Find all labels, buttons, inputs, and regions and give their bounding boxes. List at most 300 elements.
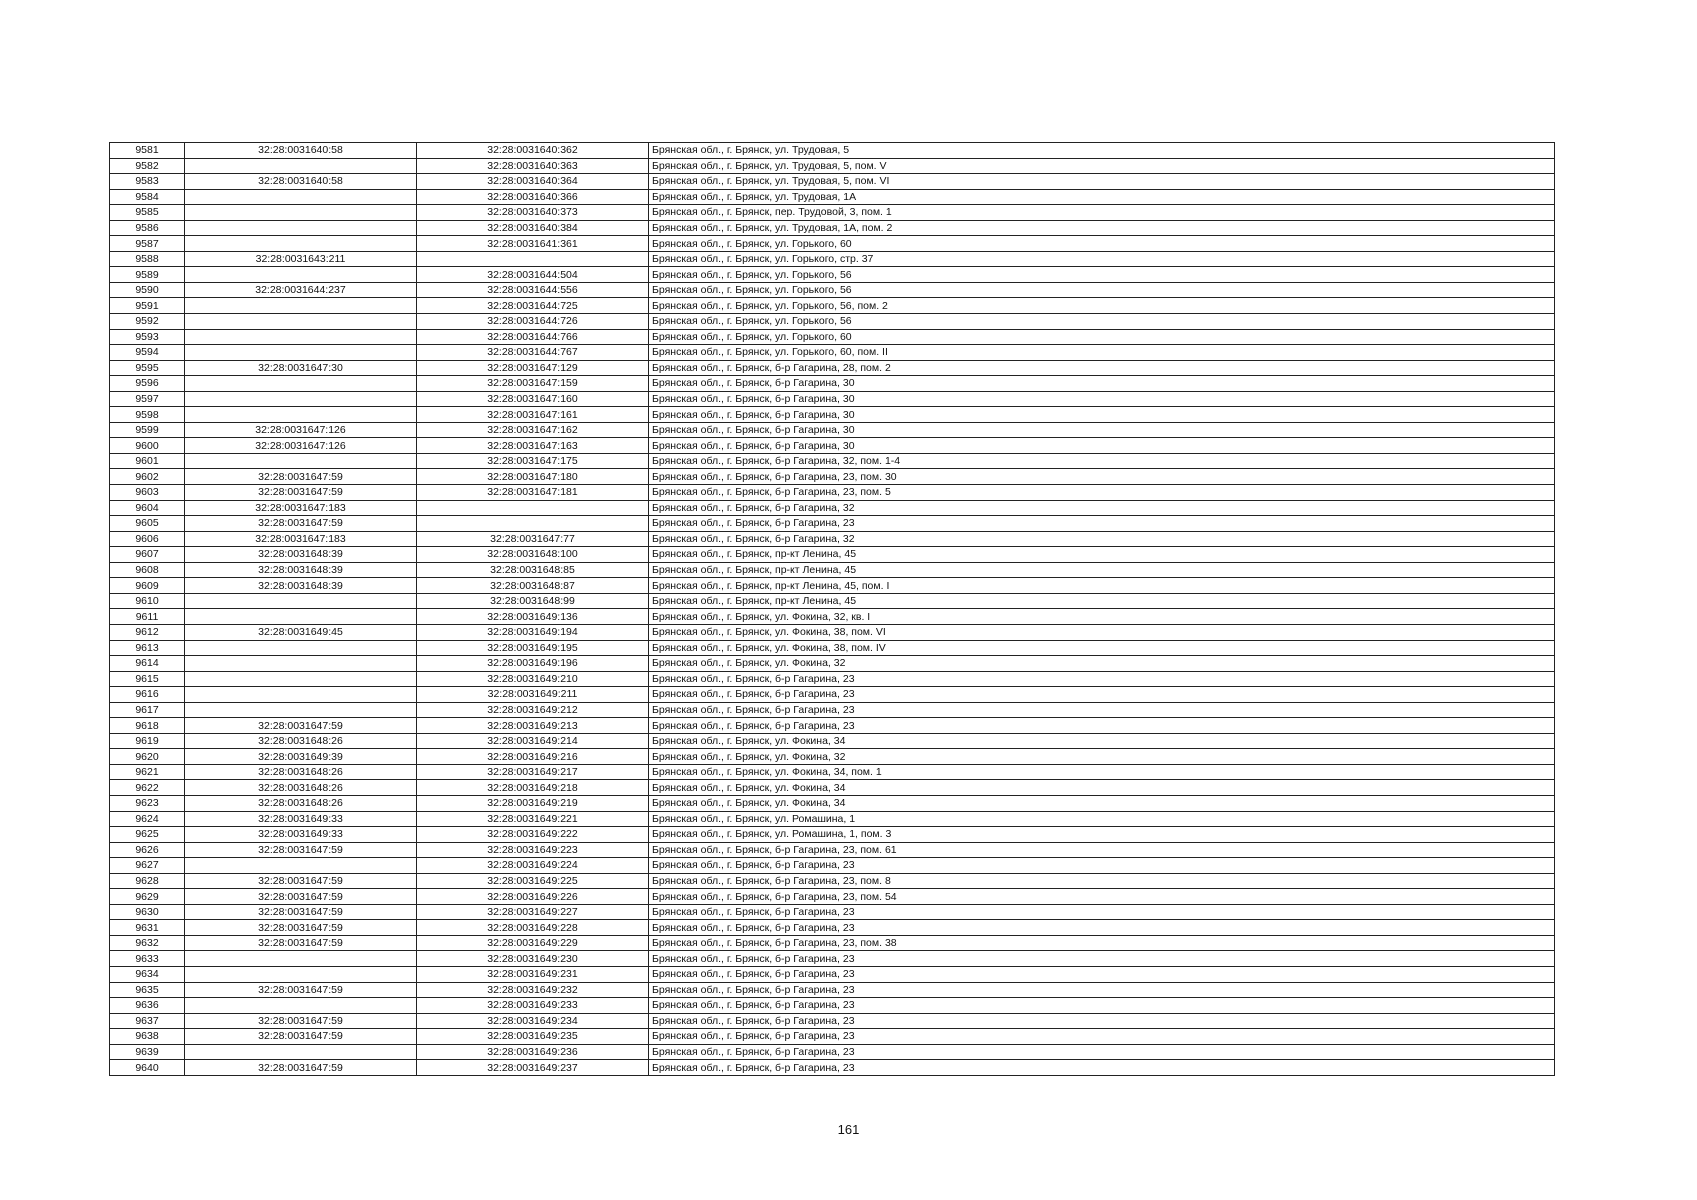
- table-row: [110, 282, 1555, 298]
- address-cell: Брянская обл., г. Брянск, ул. Горького, 60: [649, 236, 1555, 252]
- row-number-cell: 9636: [110, 998, 185, 1014]
- row-number-cell: 9584: [110, 189, 185, 205]
- cadastral-number-cell: 32:28:0031640:384: [417, 220, 649, 236]
- cadastral-number-cell: 32:28:0031649:233: [417, 998, 649, 1014]
- row-number-cell: 9599: [110, 422, 185, 438]
- row-number-cell: 9607: [110, 547, 185, 563]
- parent-cadastral-number-cell: 32:28:0031649:39: [185, 749, 417, 765]
- row-number-cell: 9617: [110, 702, 185, 718]
- table-row: [110, 951, 1555, 967]
- row-number-cell: 9600: [110, 438, 185, 454]
- registry-table: [109, 142, 1555, 1076]
- cadastral-number-cell: 32:28:0031647:181: [417, 485, 649, 501]
- parent-cadastral-number-cell: 32:28:0031647:59: [185, 842, 417, 858]
- table-row: [110, 687, 1555, 703]
- cadastral-number-cell: [417, 500, 649, 516]
- cadastral-number-cell: 32:28:0031647:180: [417, 469, 649, 485]
- address-cell: Брянская обл., г. Брянск, ул. Горького, 60: [649, 329, 1555, 345]
- row-number-cell: 9612: [110, 624, 185, 640]
- address-cell: Брянская обл., г. Брянск, ул. Фокина, 34, пом. 1: [649, 764, 1555, 780]
- row-number-cell: 9632: [110, 935, 185, 951]
- address-cell: Брянская обл., г. Брянск, б-р Гагарина, 23, пом. 30: [649, 469, 1555, 485]
- row-number-cell: 9631: [110, 920, 185, 936]
- parent-cadastral-number-cell: [185, 267, 417, 283]
- parent-cadastral-number-cell: 32:28:0031647:59: [185, 1060, 417, 1076]
- table-row: [110, 143, 1555, 159]
- cadastral-number-cell: 32:28:0031649:217: [417, 764, 649, 780]
- cadastral-number-cell: 32:28:0031649:236: [417, 1044, 649, 1060]
- row-number-cell: 9640: [110, 1060, 185, 1076]
- table-row: [110, 251, 1555, 267]
- parent-cadastral-number-cell: [185, 376, 417, 392]
- address-cell: Брянская обл., г. Брянск, б-р Гагарина, 23: [649, 904, 1555, 920]
- row-number-cell: 9601: [110, 453, 185, 469]
- row-number-cell: 9587: [110, 236, 185, 252]
- address-cell: Брянская обл., г. Брянск, ул. Фокина, 34: [649, 780, 1555, 796]
- parent-cadastral-number-cell: 32:28:0031647:126: [185, 422, 417, 438]
- row-number-cell: 9619: [110, 733, 185, 749]
- address-cell: Брянская обл., г. Брянск, б-р Гагарина, 30: [649, 391, 1555, 407]
- parent-cadastral-number-cell: 32:28:0031647:59: [185, 1029, 417, 1045]
- address-cell: Брянская обл., г. Брянск, ул. Горького, 56, пом. 2: [649, 298, 1555, 314]
- address-cell: Брянская обл., г. Брянск, ул. Ромашина, 1, пом. 3: [649, 827, 1555, 843]
- row-number-cell: 9630: [110, 904, 185, 920]
- table-row: [110, 376, 1555, 392]
- cadastral-number-cell: 32:28:0031649:211: [417, 687, 649, 703]
- row-number-cell: 9637: [110, 1013, 185, 1029]
- table-row: [110, 998, 1555, 1014]
- row-number-cell: 9585: [110, 205, 185, 221]
- registry-table-body: [110, 143, 1555, 1076]
- row-number-cell: 9606: [110, 531, 185, 547]
- cadastral-number-cell: 32:28:0031649:230: [417, 951, 649, 967]
- parent-cadastral-number-cell: [185, 391, 417, 407]
- address-cell: Брянская обл., г. Брянск, б-р Гагарина, 32: [649, 531, 1555, 547]
- address-cell: Брянская обл., г. Брянск, ул. Трудовая, 5, пом. V: [649, 158, 1555, 174]
- cadastral-number-cell: 32:28:0031649:234: [417, 1013, 649, 1029]
- address-cell: Брянская обл., г. Брянск, ул. Ромашина, 1: [649, 811, 1555, 827]
- cadastral-number-cell: 32:28:0031649:235: [417, 1029, 649, 1045]
- cadastral-number-cell: 32:28:0031649:213: [417, 718, 649, 734]
- address-cell: Брянская обл., г. Брянск, б-р Гагарина, 23: [649, 1060, 1555, 1076]
- table-row: [110, 267, 1555, 283]
- cadastral-number-cell: 32:28:0031644:766: [417, 329, 649, 345]
- address-cell: Брянская обл., г. Брянск, б-р Гагарина, 23: [649, 1013, 1555, 1029]
- cadastral-number-cell: 32:28:0031640:363: [417, 158, 649, 174]
- cadastral-number-cell: 32:28:0031649:223: [417, 842, 649, 858]
- row-number-cell: 9592: [110, 314, 185, 330]
- cadastral-number-cell: [417, 251, 649, 267]
- address-cell: Брянская обл., г. Брянск, б-р Гагарина, 23: [649, 920, 1555, 936]
- cadastral-number-cell: 32:28:0031649:219: [417, 795, 649, 811]
- parent-cadastral-number-cell: [185, 656, 417, 672]
- cadastral-number-cell: 32:28:0031647:160: [417, 391, 649, 407]
- parent-cadastral-number-cell: 32:28:0031647:59: [185, 516, 417, 532]
- address-cell: Брянская обл., г. Брянск, б-р Гагарина, 30: [649, 407, 1555, 423]
- cadastral-number-cell: 32:28:0031644:726: [417, 314, 649, 330]
- cadastral-number-cell: 32:28:0031649:227: [417, 904, 649, 920]
- address-cell: Брянская обл., г. Брянск, ул. Фокина, 38, пом. IV: [649, 640, 1555, 656]
- table-row: [110, 438, 1555, 454]
- row-number-cell: 9608: [110, 562, 185, 578]
- parent-cadastral-number-cell: 32:28:0031647:59: [185, 982, 417, 998]
- parent-cadastral-number-cell: [185, 687, 417, 703]
- address-cell: Брянская обл., г. Брянск, ул. Трудовая, 1А, пом. 2: [649, 220, 1555, 236]
- row-number-cell: 9626: [110, 842, 185, 858]
- row-number-cell: 9586: [110, 220, 185, 236]
- row-number-cell: 9590: [110, 282, 185, 298]
- cadastral-number-cell: 32:28:0031647:175: [417, 453, 649, 469]
- table-row: [110, 174, 1555, 190]
- parent-cadastral-number-cell: 32:28:0031647:59: [185, 920, 417, 936]
- cadastral-number-cell: 32:28:0031648:100: [417, 547, 649, 563]
- parent-cadastral-number-cell: 32:28:0031649:45: [185, 624, 417, 640]
- address-cell: Брянская обл., г. Брянск, б-р Гагарина, 23: [649, 687, 1555, 703]
- table-row: [110, 391, 1555, 407]
- row-number-cell: 9618: [110, 718, 185, 734]
- address-cell: Брянская обл., г. Брянск, б-р Гагарина, 30: [649, 376, 1555, 392]
- address-cell: Брянская обл., г. Брянск, б-р Гагарина, 23, пом. 5: [649, 485, 1555, 501]
- table-row: [110, 236, 1555, 252]
- parent-cadastral-number-cell: 32:28:0031644:237: [185, 282, 417, 298]
- row-number-cell: 9625: [110, 827, 185, 843]
- table-row: [110, 920, 1555, 936]
- cadastral-number-cell: 32:28:0031644:504: [417, 267, 649, 283]
- address-cell: Брянская обл., г. Брянск, б-р Гагарина, 23: [649, 998, 1555, 1014]
- cadastral-number-cell: 32:28:0031640:373: [417, 205, 649, 221]
- cadastral-number-cell: 32:28:0031649:218: [417, 780, 649, 796]
- address-cell: Брянская обл., г. Брянск, ул. Горького, 56: [649, 282, 1555, 298]
- row-number-cell: 9633: [110, 951, 185, 967]
- table-row: [110, 205, 1555, 221]
- table-row: [110, 500, 1555, 516]
- address-cell: Брянская обл., г. Брянск, ул. Фокина, 32: [649, 656, 1555, 672]
- row-number-cell: 9589: [110, 267, 185, 283]
- row-number-cell: 9597: [110, 391, 185, 407]
- cadastral-number-cell: 32:28:0031648:87: [417, 578, 649, 594]
- cadastral-number-cell: 32:28:0031649:212: [417, 702, 649, 718]
- address-cell: Брянская обл., г. Брянск, б-р Гагарина, 30: [649, 422, 1555, 438]
- table-row: [110, 1044, 1555, 1060]
- parent-cadastral-number-cell: [185, 453, 417, 469]
- table-row: [110, 873, 1555, 889]
- address-cell: Брянская обл., г. Брянск, б-р Гагарина, 23, пом. 54: [649, 889, 1555, 905]
- row-number-cell: 9581: [110, 143, 185, 159]
- table-row: [110, 1013, 1555, 1029]
- parent-cadastral-number-cell: [185, 298, 417, 314]
- table-row: [110, 780, 1555, 796]
- cadastral-number-cell: 32:28:0031647:159: [417, 376, 649, 392]
- row-number-cell: 9623: [110, 795, 185, 811]
- cadastral-number-cell: 32:28:0031649:237: [417, 1060, 649, 1076]
- parent-cadastral-number-cell: 32:28:0031640:58: [185, 174, 417, 190]
- row-number-cell: 9622: [110, 780, 185, 796]
- address-cell: Брянская обл., г. Брянск, ул. Трудовая, 1А: [649, 189, 1555, 205]
- row-number-cell: 9628: [110, 873, 185, 889]
- table-row: [110, 345, 1555, 361]
- parent-cadastral-number-cell: [185, 314, 417, 330]
- address-cell: Брянская обл., г. Брянск, ул. Фокина, 34: [649, 733, 1555, 749]
- table-row: [110, 1060, 1555, 1076]
- row-number-cell: 9639: [110, 1044, 185, 1060]
- row-number-cell: 9603: [110, 485, 185, 501]
- address-cell: Брянская обл., г. Брянск, пр-кт Ленина, 45: [649, 593, 1555, 609]
- address-cell: Брянская обл., г. Брянск, ул. Фокина, 34: [649, 795, 1555, 811]
- address-cell: Брянская обл., г. Брянск, б-р Гагарина, 23: [649, 671, 1555, 687]
- address-cell: Брянская обл., г. Брянск, б-р Гагарина, 30: [649, 438, 1555, 454]
- parent-cadastral-number-cell: [185, 858, 417, 874]
- parent-cadastral-number-cell: [185, 951, 417, 967]
- table-row: [110, 314, 1555, 330]
- row-number-cell: 9602: [110, 469, 185, 485]
- address-cell: Брянская обл., г. Брянск, б-р Гагарина, 23: [649, 516, 1555, 532]
- cadastral-number-cell: 32:28:0031647:77: [417, 531, 649, 547]
- table-row: [110, 453, 1555, 469]
- parent-cadastral-number-cell: [185, 671, 417, 687]
- row-number-cell: 9611: [110, 609, 185, 625]
- row-number-cell: 9610: [110, 593, 185, 609]
- cadastral-number-cell: 32:28:0031647:129: [417, 360, 649, 376]
- row-number-cell: 9627: [110, 858, 185, 874]
- cadastral-number-cell: 32:28:0031649:222: [417, 827, 649, 843]
- row-number-cell: 9593: [110, 329, 185, 345]
- cadastral-number-cell: 32:28:0031649:228: [417, 920, 649, 936]
- address-cell: Брянская обл., г. Брянск, б-р Гагарина, 32, пом. 1-4: [649, 453, 1555, 469]
- table-row: [110, 516, 1555, 532]
- cadastral-number-cell: 32:28:0031647:163: [417, 438, 649, 454]
- address-cell: Брянская обл., г. Брянск, б-р Гагарина, 23: [649, 951, 1555, 967]
- table-row: [110, 624, 1555, 640]
- row-number-cell: 9635: [110, 982, 185, 998]
- parent-cadastral-number-cell: 32:28:0031649:33: [185, 811, 417, 827]
- table-row: [110, 904, 1555, 920]
- cadastral-number-cell: 32:28:0031649:210: [417, 671, 649, 687]
- table-row: [110, 702, 1555, 718]
- cadastral-number-cell: 32:28:0031649:195: [417, 640, 649, 656]
- address-cell: Брянская обл., г. Брянск, ул. Фокина, 32, кв. I: [649, 609, 1555, 625]
- row-number-cell: 9613: [110, 640, 185, 656]
- table-row: [110, 422, 1555, 438]
- parent-cadastral-number-cell: 32:28:0031648:26: [185, 733, 417, 749]
- row-number-cell: 9591: [110, 298, 185, 314]
- parent-cadastral-number-cell: 32:28:0031647:59: [185, 873, 417, 889]
- parent-cadastral-number-cell: [185, 220, 417, 236]
- address-cell: Брянская обл., г. Брянск, б-р Гагарина, 23: [649, 1029, 1555, 1045]
- row-number-cell: 9615: [110, 671, 185, 687]
- table-row: [110, 795, 1555, 811]
- parent-cadastral-number-cell: [185, 236, 417, 252]
- row-number-cell: 9605: [110, 516, 185, 532]
- parent-cadastral-number-cell: 32:28:0031649:33: [185, 827, 417, 843]
- row-number-cell: 9594: [110, 345, 185, 361]
- parent-cadastral-number-cell: 32:28:0031643:211: [185, 251, 417, 267]
- cadastral-number-cell: [417, 516, 649, 532]
- cadastral-number-cell: 32:28:0031649:214: [417, 733, 649, 749]
- address-cell: Брянская обл., г. Брянск, б-р Гагарина, 23: [649, 718, 1555, 734]
- table-row: [110, 220, 1555, 236]
- table-row: [110, 842, 1555, 858]
- parent-cadastral-number-cell: 32:28:0031648:26: [185, 780, 417, 796]
- cadastral-number-cell: 32:28:0031647:162: [417, 422, 649, 438]
- table-row: [110, 889, 1555, 905]
- cadastral-number-cell: 32:28:0031649:225: [417, 873, 649, 889]
- parent-cadastral-number-cell: [185, 189, 417, 205]
- address-cell: Брянская обл., г. Брянск, ул. Фокина, 32: [649, 749, 1555, 765]
- table-row: [110, 858, 1555, 874]
- parent-cadastral-number-cell: [185, 640, 417, 656]
- table-row: [110, 1029, 1555, 1045]
- row-number-cell: 9614: [110, 656, 185, 672]
- table-row: [110, 733, 1555, 749]
- parent-cadastral-number-cell: 32:28:0031647:59: [185, 469, 417, 485]
- parent-cadastral-number-cell: 32:28:0031648:39: [185, 547, 417, 563]
- cadastral-number-cell: 32:28:0031640:362: [417, 143, 649, 159]
- address-cell: Брянская обл., г. Брянск, пер. Трудовой, 3, пом. 1: [649, 205, 1555, 221]
- table-row: [110, 407, 1555, 423]
- address-cell: Брянская обл., г. Брянск, пр-кт Ленина, 45, пом. I: [649, 578, 1555, 594]
- address-cell: Брянская обл., г. Брянск, б-р Гагарина, 23, пом. 61: [649, 842, 1555, 858]
- table-row: [110, 718, 1555, 734]
- cadastral-number-cell: 32:28:0031640:366: [417, 189, 649, 205]
- parent-cadastral-number-cell: [185, 345, 417, 361]
- address-cell: Брянская обл., г. Брянск, б-р Гагарина, 23: [649, 702, 1555, 718]
- address-cell: Брянская обл., г. Брянск, б-р Гагарина, 32: [649, 500, 1555, 516]
- cadastral-number-cell: 32:28:0031649:221: [417, 811, 649, 827]
- row-number-cell: 9595: [110, 360, 185, 376]
- row-number-cell: 9596: [110, 376, 185, 392]
- address-cell: Брянская обл., г. Брянск, б-р Гагарина, 23: [649, 982, 1555, 998]
- table-row: [110, 811, 1555, 827]
- parent-cadastral-number-cell: 32:28:0031647:59: [185, 889, 417, 905]
- table-row: [110, 562, 1555, 578]
- table-row: [110, 640, 1555, 656]
- row-number-cell: 9582: [110, 158, 185, 174]
- address-cell: Брянская обл., г. Брянск, б-р Гагарина, 23, пом. 8: [649, 873, 1555, 889]
- parent-cadastral-number-cell: 32:28:0031647:126: [185, 438, 417, 454]
- table-row: [110, 609, 1555, 625]
- table-row: [110, 935, 1555, 951]
- parent-cadastral-number-cell: 32:28:0031647:59: [185, 904, 417, 920]
- address-cell: Брянская обл., г. Брянск, б-р Гагарина, 23: [649, 1044, 1555, 1060]
- parent-cadastral-number-cell: 32:28:0031647:30: [185, 360, 417, 376]
- row-number-cell: 9629: [110, 889, 185, 905]
- parent-cadastral-number-cell: [185, 966, 417, 982]
- cadastral-number-cell: 32:28:0031649:136: [417, 609, 649, 625]
- cadastral-number-cell: 32:28:0031644:767: [417, 345, 649, 361]
- parent-cadastral-number-cell: [185, 593, 417, 609]
- table-row: [110, 547, 1555, 563]
- table-row: [110, 749, 1555, 765]
- cadastral-number-cell: 32:28:0031649:232: [417, 982, 649, 998]
- table-row: [110, 593, 1555, 609]
- address-cell: Брянская обл., г. Брянск, б-р Гагарина, 23, пом. 38: [649, 935, 1555, 951]
- table-row: [110, 158, 1555, 174]
- row-number-cell: 9604: [110, 500, 185, 516]
- row-number-cell: 9588: [110, 251, 185, 267]
- parent-cadastral-number-cell: 32:28:0031647:59: [185, 485, 417, 501]
- address-cell: Брянская обл., г. Брянск, ул. Горького, 56: [649, 267, 1555, 283]
- parent-cadastral-number-cell: [185, 998, 417, 1014]
- table-row: [110, 469, 1555, 485]
- parent-cadastral-number-cell: 32:28:0031640:58: [185, 143, 417, 159]
- table-row: [110, 578, 1555, 594]
- row-number-cell: 9583: [110, 174, 185, 190]
- address-cell: Брянская обл., г. Брянск, ул. Трудовая, 5, пом. VI: [649, 174, 1555, 190]
- cadastral-number-cell: 32:28:0031649:196: [417, 656, 649, 672]
- parent-cadastral-number-cell: [185, 1044, 417, 1060]
- row-number-cell: 9620: [110, 749, 185, 765]
- row-number-cell: 9598: [110, 407, 185, 423]
- page-number: 161: [837, 1122, 860, 1137]
- address-cell: Брянская обл., г. Брянск, ул. Фокина, 38, пом. VI: [649, 624, 1555, 640]
- cadastral-number-cell: 32:28:0031649:226: [417, 889, 649, 905]
- parent-cadastral-number-cell: [185, 702, 417, 718]
- address-cell: Брянская обл., г. Брянск, ул. Горького, 60, пом. II: [649, 345, 1555, 361]
- parent-cadastral-number-cell: [185, 407, 417, 423]
- address-cell: Брянская обл., г. Брянск, ул. Горького, 56: [649, 314, 1555, 330]
- address-cell: Брянская обл., г. Брянск, пр-кт Ленина, 45: [649, 547, 1555, 563]
- cadastral-number-cell: 32:28:0031641:361: [417, 236, 649, 252]
- parent-cadastral-number-cell: 32:28:0031647:183: [185, 531, 417, 547]
- cadastral-number-cell: 32:28:0031644:556: [417, 282, 649, 298]
- row-number-cell: 9624: [110, 811, 185, 827]
- row-number-cell: 9638: [110, 1029, 185, 1045]
- parent-cadastral-number-cell: 32:28:0031647:59: [185, 935, 417, 951]
- address-cell: Брянская обл., г. Брянск, б-р Гагарина, 28, пом. 2: [649, 360, 1555, 376]
- parent-cadastral-number-cell: 32:28:0031647:183: [185, 500, 417, 516]
- table-row: [110, 966, 1555, 982]
- parent-cadastral-number-cell: 32:28:0031648:26: [185, 764, 417, 780]
- cadastral-number-cell: 32:28:0031649:229: [417, 935, 649, 951]
- parent-cadastral-number-cell: [185, 205, 417, 221]
- address-cell: Брянская обл., г. Брянск, ул. Горького, стр. 37: [649, 251, 1555, 267]
- address-cell: Брянская обл., г. Брянск, б-р Гагарина, 23: [649, 858, 1555, 874]
- cadastral-number-cell: 32:28:0031649:224: [417, 858, 649, 874]
- cadastral-number-cell: 32:28:0031648:99: [417, 593, 649, 609]
- row-number-cell: 9634: [110, 966, 185, 982]
- parent-cadastral-number-cell: [185, 609, 417, 625]
- parent-cadastral-number-cell: 32:28:0031647:59: [185, 1013, 417, 1029]
- row-number-cell: 9621: [110, 764, 185, 780]
- table-row: [110, 360, 1555, 376]
- table-row: [110, 189, 1555, 205]
- cadastral-number-cell: 32:28:0031640:364: [417, 174, 649, 190]
- table-row: [110, 982, 1555, 998]
- row-number-cell: 9616: [110, 687, 185, 703]
- table-row: [110, 656, 1555, 672]
- cadastral-number-cell: 32:28:0031649:194: [417, 624, 649, 640]
- parent-cadastral-number-cell: 32:28:0031648:39: [185, 578, 417, 594]
- table-row: [110, 827, 1555, 843]
- address-cell: Брянская обл., г. Брянск, пр-кт Ленина, 45: [649, 562, 1555, 578]
- parent-cadastral-number-cell: 32:28:0031648:39: [185, 562, 417, 578]
- table-row: [110, 764, 1555, 780]
- cadastral-number-cell: 32:28:0031649:231: [417, 966, 649, 982]
- cadastral-number-cell: 32:28:0031649:216: [417, 749, 649, 765]
- table-row: [110, 298, 1555, 314]
- row-number-cell: 9609: [110, 578, 185, 594]
- parent-cadastral-number-cell: 32:28:0031647:59: [185, 718, 417, 734]
- table-row: [110, 671, 1555, 687]
- address-cell: Брянская обл., г. Брянск, ул. Трудовая, 5: [649, 143, 1555, 159]
- cadastral-number-cell: 32:28:0031644:725: [417, 298, 649, 314]
- table-row: [110, 485, 1555, 501]
- address-cell: Брянская обл., г. Брянск, б-р Гагарина, 23: [649, 966, 1555, 982]
- table-row: [110, 329, 1555, 345]
- cadastral-number-cell: 32:28:0031647:161: [417, 407, 649, 423]
- parent-cadastral-number-cell: 32:28:0031648:26: [185, 795, 417, 811]
- parent-cadastral-number-cell: [185, 158, 417, 174]
